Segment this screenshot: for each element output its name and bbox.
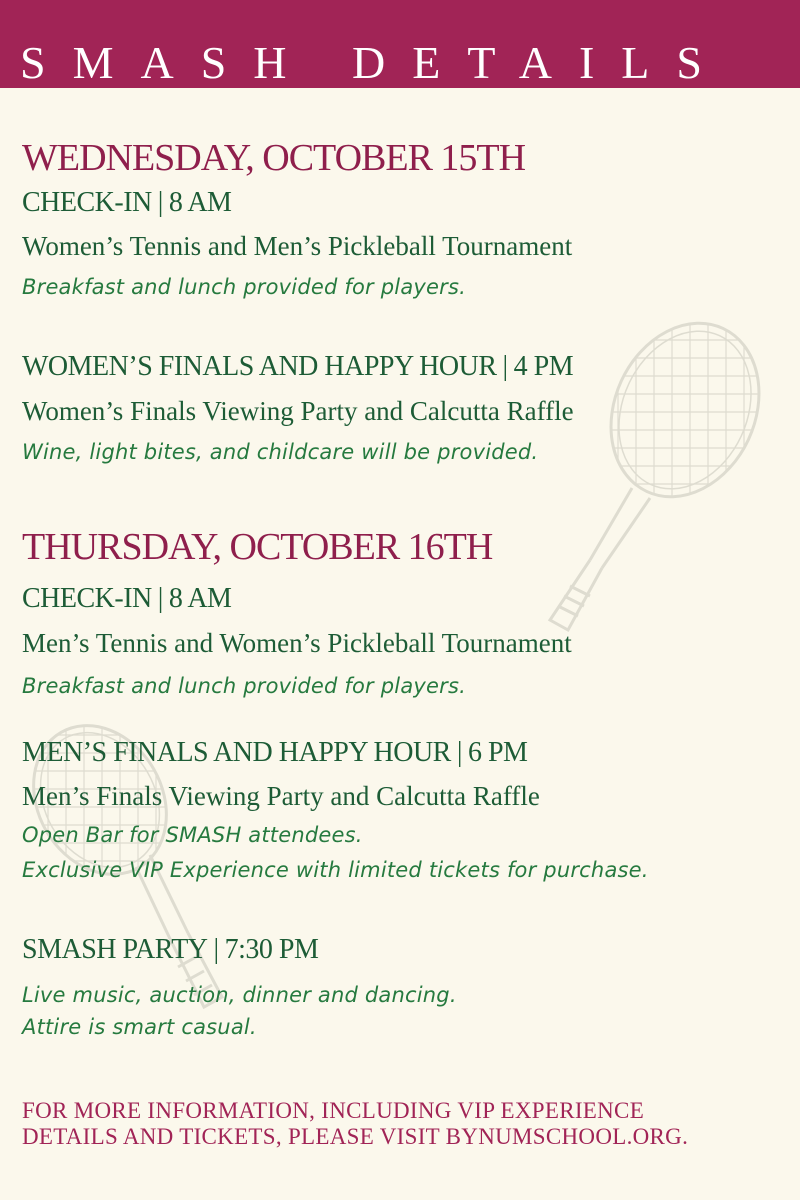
event-time: 8 AM <box>168 583 232 614</box>
event-heading <box>22 582 231 616</box>
event-name: CHECK-IN <box>22 583 152 614</box>
header-banner <box>0 0 800 88</box>
separator: | <box>213 934 219 965</box>
page-title: SMASH DETAILS <box>20 37 729 88</box>
event-time: 6 PM <box>467 737 528 768</box>
event-description: Women’s Tennis and Men’s Pickleball Tournament <box>22 231 573 261</box>
day-heading: THURSDAY, OCTOBER 16TH <box>22 526 493 568</box>
event-note: Open Bar for SMASH attendees. <box>22 823 363 847</box>
event-name: SMASH PARTY <box>22 934 208 965</box>
event-time: 7:30 PM <box>224 934 319 965</box>
event-heading <box>22 933 318 967</box>
day-heading: WEDNESDAY, OCTOBER 15TH <box>22 137 526 179</box>
event-note: Wine, light bites, and childcare will be provided. <box>22 440 539 464</box>
event-note: Live music, auction, dinner and dancing. <box>22 983 457 1007</box>
event-heading <box>22 350 573 384</box>
separator: | <box>157 187 163 218</box>
event-time: 4 PM <box>513 351 574 382</box>
event-heading <box>22 186 231 220</box>
event-name: CHECK-IN <box>22 187 152 218</box>
event-time: 8 AM <box>168 187 232 218</box>
event-description: Women’s Finals Viewing Party and Calcutta Raffle <box>22 396 574 426</box>
separator: | <box>456 737 462 768</box>
separator: | <box>502 351 508 382</box>
event-note: Breakfast and lunch provided for players. <box>22 674 466 698</box>
footer-text: DETAILS AND TICKETS, PLEASE VISIT BYNUMSCHOOL.ORG. <box>22 1124 689 1149</box>
event-description: Men’s Tennis and Women’s Pickleball Tournament <box>22 628 572 658</box>
event-name: WOMEN’S FINALS AND HAPPY HOUR <box>22 351 497 382</box>
event-description: Men’s Finals Viewing Party and Calcutta Raffle <box>22 781 540 811</box>
event-note: Exclusive VIP Experience with limited tickets for purchase. <box>22 858 649 882</box>
footer-text: FOR MORE INFORMATION, INCLUDING VIP EXPERIENCE <box>22 1098 645 1123</box>
event-heading <box>22 736 527 770</box>
event-note: Attire is smart casual. <box>22 1015 257 1039</box>
event-name: MEN’S FINALS AND HAPPY HOUR <box>22 737 451 768</box>
event-note: Breakfast and lunch provided for players. <box>22 275 466 299</box>
separator: | <box>157 583 163 614</box>
